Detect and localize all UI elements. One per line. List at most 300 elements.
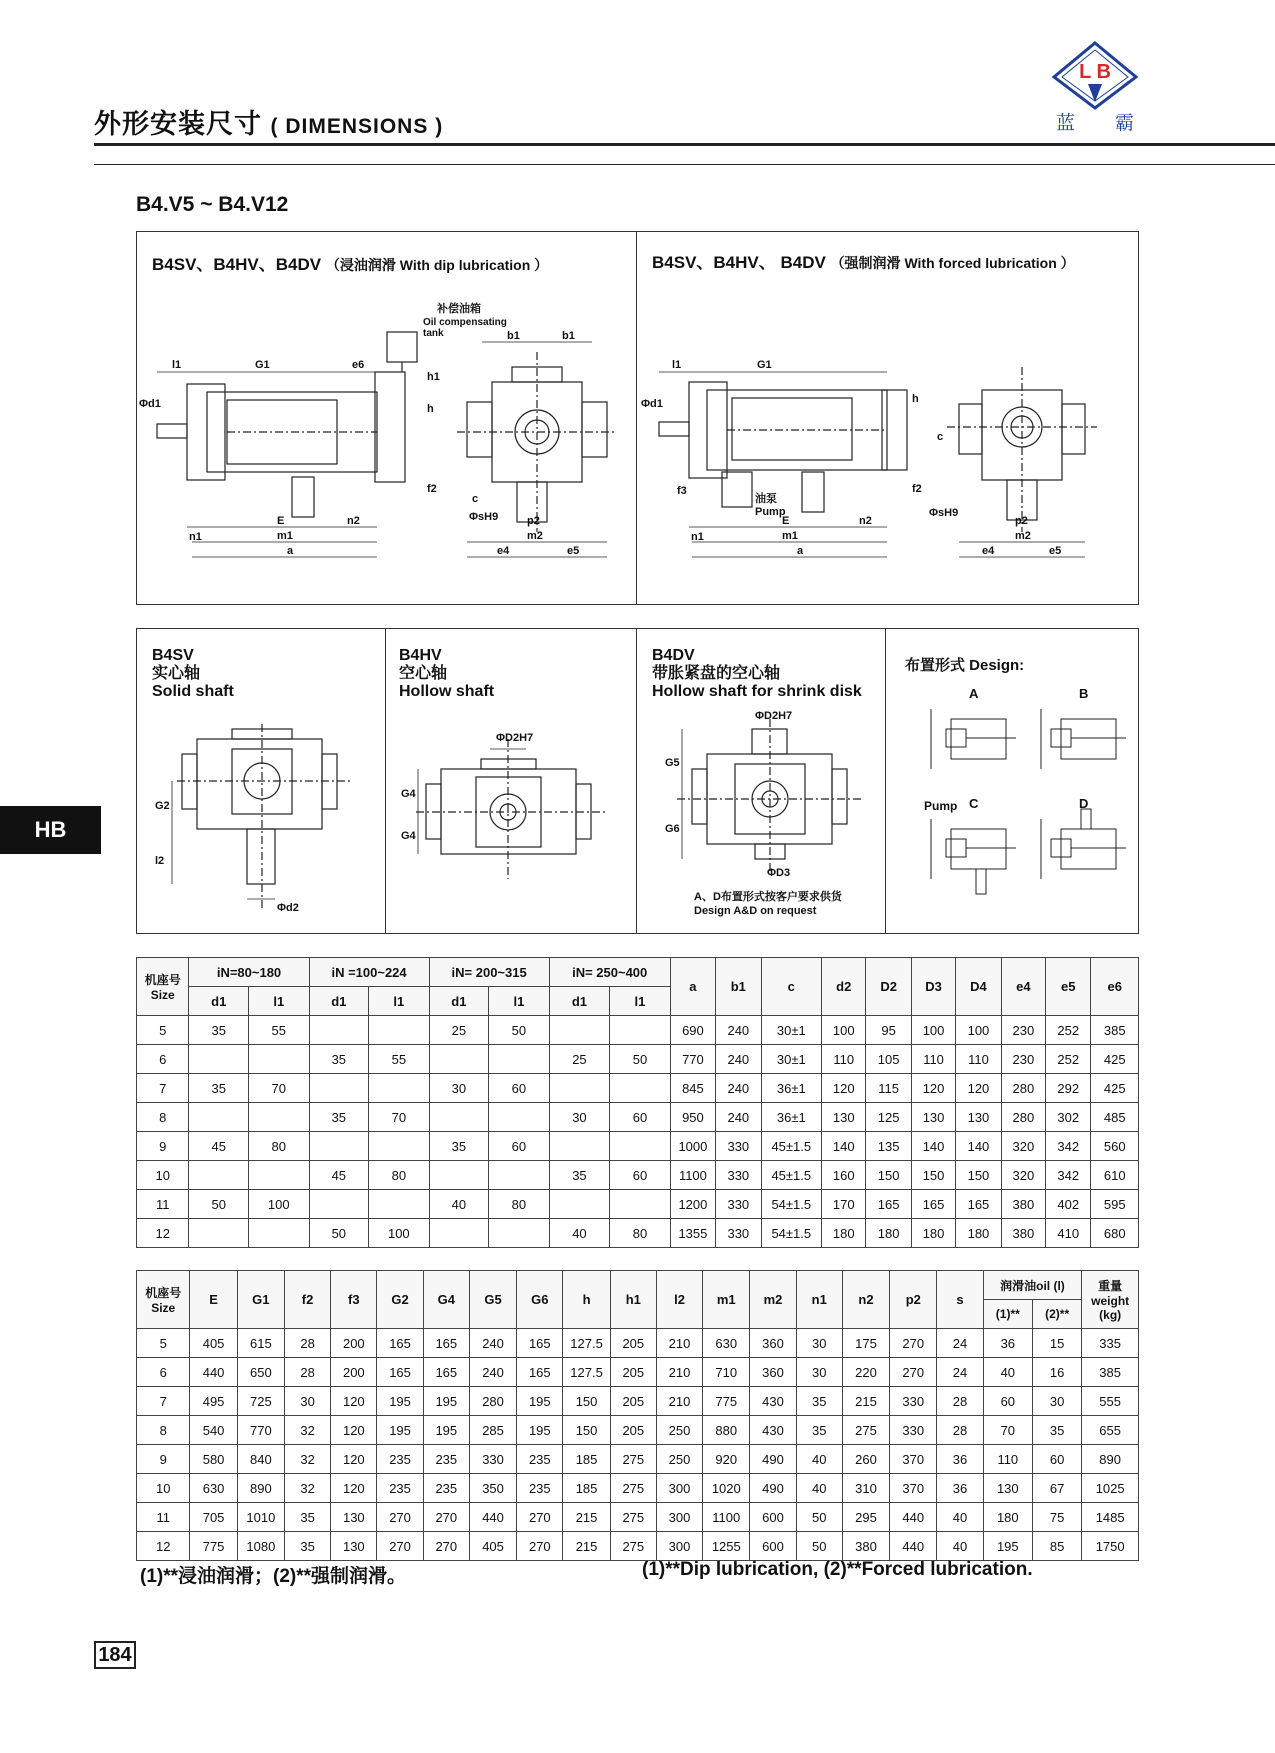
table-cell: 600 bbox=[750, 1503, 796, 1532]
table-cell bbox=[309, 1190, 369, 1219]
table-cell: 1200 bbox=[670, 1190, 715, 1219]
table-cell: 150 bbox=[563, 1416, 610, 1445]
table-cell: 370 bbox=[890, 1445, 937, 1474]
table-cell: 60 bbox=[1032, 1445, 1081, 1474]
table-cell: 615 bbox=[237, 1329, 284, 1358]
table-cell: 440 bbox=[890, 1503, 937, 1532]
table-cell: 30 bbox=[284, 1387, 330, 1416]
size-cell: 7 bbox=[137, 1387, 190, 1416]
table-cell: 50 bbox=[489, 1016, 550, 1045]
table-cell: 30±1 bbox=[761, 1045, 822, 1074]
table-cell: 180 bbox=[822, 1219, 866, 1248]
table-cell: 30±1 bbox=[761, 1016, 822, 1045]
table-cell: 36 bbox=[937, 1445, 983, 1474]
table-cell: 330 bbox=[716, 1161, 761, 1190]
table-cell: 270 bbox=[423, 1532, 469, 1561]
table-cell: 35 bbox=[189, 1016, 249, 1045]
shrink-disk-drawing bbox=[637, 704, 885, 884]
label-l2: l2 bbox=[155, 855, 165, 867]
table-cell: 100 bbox=[369, 1219, 430, 1248]
column-header: e4 bbox=[1001, 958, 1045, 1016]
table-cell: 235 bbox=[423, 1474, 469, 1503]
size-cell: 10 bbox=[137, 1474, 190, 1503]
table-cell: 220 bbox=[842, 1358, 889, 1387]
label-h: h bbox=[427, 403, 434, 415]
design-title: 布置形式 Design: bbox=[905, 657, 1025, 674]
table-cell: 285 bbox=[469, 1416, 516, 1445]
table-cell: 215 bbox=[842, 1387, 889, 1416]
table-cell bbox=[309, 1016, 369, 1045]
dimension-table-1 bbox=[136, 957, 1139, 1248]
table-cell: 240 bbox=[716, 1103, 761, 1132]
table-cell: 240 bbox=[716, 1045, 761, 1074]
table-cell: 215 bbox=[563, 1532, 610, 1561]
weight-header: 重量 weight (kg) bbox=[1082, 1271, 1139, 1329]
table-cell: 195 bbox=[517, 1387, 563, 1416]
table-cell: 30 bbox=[1032, 1387, 1081, 1416]
column-header: h1 bbox=[610, 1271, 656, 1329]
table-row bbox=[137, 1503, 1139, 1532]
table-cell: 495 bbox=[190, 1387, 237, 1416]
table-row bbox=[137, 1532, 1139, 1561]
table-cell: 115 bbox=[866, 1074, 911, 1103]
callout-oil-tank-en1: Oil compensating bbox=[423, 317, 507, 328]
design-label-d: D bbox=[1079, 796, 1089, 811]
table-cell: 40 bbox=[983, 1358, 1032, 1387]
table-cell: 195 bbox=[983, 1532, 1032, 1561]
table-cell: 70 bbox=[369, 1103, 430, 1132]
table-cell: 40 bbox=[796, 1474, 842, 1503]
table-cell: 30 bbox=[796, 1358, 842, 1387]
table-cell: 28 bbox=[284, 1358, 330, 1387]
table-cell bbox=[489, 1045, 550, 1074]
column-header: n2 bbox=[842, 1271, 889, 1329]
table-cell bbox=[549, 1132, 610, 1161]
table-cell: 120 bbox=[822, 1074, 866, 1103]
label-m1: m1 bbox=[277, 530, 293, 542]
table-cell: 130 bbox=[822, 1103, 866, 1132]
table-cell bbox=[189, 1103, 249, 1132]
table-cell: 950 bbox=[670, 1103, 715, 1132]
label-n1-r: n1 bbox=[691, 531, 704, 543]
table-cell: 840 bbox=[237, 1445, 284, 1474]
table-cell: 270 bbox=[890, 1329, 937, 1358]
hollow-shaft-drawing bbox=[386, 709, 636, 934]
table-cell: 280 bbox=[1001, 1103, 1045, 1132]
table-cell: 195 bbox=[423, 1416, 469, 1445]
size-cell: 6 bbox=[137, 1045, 189, 1074]
table-cell: 60 bbox=[610, 1103, 671, 1132]
table-cell bbox=[429, 1219, 489, 1248]
table-cell: 252 bbox=[1046, 1016, 1091, 1045]
column-header: G2 bbox=[377, 1271, 423, 1329]
table-cell: 40 bbox=[796, 1445, 842, 1474]
label-e5-r: e5 bbox=[1049, 545, 1062, 557]
table-cell: 150 bbox=[563, 1387, 610, 1416]
table-cell: 775 bbox=[190, 1532, 237, 1561]
table-cell: 45 bbox=[309, 1161, 369, 1190]
sub-header: d1 bbox=[189, 987, 249, 1016]
table-cell: 127.5 bbox=[563, 1329, 610, 1358]
footnote-cn: (1)**浸油润滑；(2)**强制润滑。 bbox=[140, 1566, 407, 1587]
column-header: l2 bbox=[656, 1271, 702, 1329]
forced-lubrication-subtitle: （强制润滑 With forced lubrication ） bbox=[830, 255, 1075, 271]
table-cell: 140 bbox=[822, 1132, 866, 1161]
label-g4-top: G4 bbox=[401, 788, 416, 800]
section-tab-hb[interactable]: HB bbox=[0, 806, 101, 854]
table-row bbox=[137, 1103, 1139, 1132]
table-cell: 50 bbox=[796, 1532, 842, 1561]
table-cell: 275 bbox=[610, 1503, 656, 1532]
label-e6: e6 bbox=[352, 359, 365, 371]
table-cell: 120 bbox=[956, 1074, 1001, 1103]
table-cell: 55 bbox=[369, 1045, 430, 1074]
logo-brand-text bbox=[1052, 108, 1138, 135]
column-header: e5 bbox=[1046, 958, 1091, 1016]
size-cell: 5 bbox=[137, 1016, 189, 1045]
pump-label-en: Pump bbox=[755, 506, 786, 518]
table-cell: 24 bbox=[937, 1358, 983, 1387]
label-c-r: c bbox=[937, 431, 944, 443]
table-cell: 430 bbox=[750, 1416, 796, 1445]
table-cell: 1010 bbox=[237, 1503, 284, 1532]
table-cell: 1750 bbox=[1082, 1532, 1139, 1561]
table-row bbox=[137, 1016, 1139, 1045]
table-cell bbox=[429, 1161, 489, 1190]
table-row bbox=[137, 1329, 1139, 1358]
table-cell: 270 bbox=[377, 1532, 423, 1561]
table-cell: 200 bbox=[331, 1358, 377, 1387]
label-p2: p2 bbox=[527, 515, 540, 527]
table-cell bbox=[489, 1103, 550, 1132]
sub-header: l1 bbox=[489, 987, 550, 1016]
table-cell: 195 bbox=[423, 1387, 469, 1416]
table-cell bbox=[610, 1016, 671, 1045]
table-cell: 270 bbox=[423, 1503, 469, 1532]
label-d2h7-shrink: ΦD2H7 bbox=[755, 710, 793, 722]
label-e5: e5 bbox=[567, 545, 580, 557]
table-cell: 380 bbox=[1001, 1219, 1045, 1248]
table-cell: 380 bbox=[1001, 1190, 1045, 1219]
table-cell: 235 bbox=[423, 1445, 469, 1474]
table-cell: 35 bbox=[429, 1132, 489, 1161]
sub-header: l1 bbox=[249, 987, 310, 1016]
column-header: d2 bbox=[822, 958, 866, 1016]
table-cell: 100 bbox=[956, 1016, 1001, 1045]
table-cell: 60 bbox=[489, 1074, 550, 1103]
table-cell: 195 bbox=[517, 1416, 563, 1445]
table-cell: 485 bbox=[1091, 1103, 1139, 1132]
table-cell: 270 bbox=[517, 1503, 563, 1532]
table-cell: 35 bbox=[1032, 1416, 1081, 1445]
table-cell: 235 bbox=[377, 1474, 423, 1503]
table-cell bbox=[429, 1103, 489, 1132]
size-cell: 8 bbox=[137, 1103, 189, 1132]
table-cell: 195 bbox=[377, 1416, 423, 1445]
table-cell bbox=[610, 1074, 671, 1103]
ratio-group-header: iN =100~224 bbox=[309, 958, 429, 987]
table-cell: 240 bbox=[716, 1074, 761, 1103]
table-cell bbox=[249, 1103, 310, 1132]
table-cell: 165 bbox=[517, 1329, 563, 1358]
table-cell: 60 bbox=[610, 1161, 671, 1190]
table-cell: 180 bbox=[866, 1219, 911, 1248]
table-cell: 135 bbox=[866, 1132, 911, 1161]
table-cell: 1100 bbox=[703, 1503, 750, 1532]
table-cell: 165 bbox=[517, 1358, 563, 1387]
table-cell: 250 bbox=[656, 1416, 702, 1445]
table-row bbox=[137, 1074, 1139, 1103]
table-cell: 845 bbox=[670, 1074, 715, 1103]
table-cell: 180 bbox=[983, 1503, 1032, 1532]
table-cell: 25 bbox=[429, 1016, 489, 1045]
table-cell: 54±1.5 bbox=[761, 1219, 822, 1248]
table-cell: 240 bbox=[716, 1016, 761, 1045]
pump-label-cn: 油泵 bbox=[755, 493, 777, 505]
size-cell: 12 bbox=[137, 1532, 190, 1561]
column-header: D2 bbox=[866, 958, 911, 1016]
table-cell: 105 bbox=[866, 1045, 911, 1074]
column-header: e6 bbox=[1091, 958, 1139, 1016]
label-sh9-r: ΦsH9 bbox=[929, 507, 959, 519]
table-cell: 200 bbox=[331, 1329, 377, 1358]
forced-lubrication-title: B4SV、B4HV、 B4DV （强制润滑 With forced lubrication ） bbox=[652, 253, 1075, 272]
table-cell: 110 bbox=[911, 1045, 955, 1074]
column-header: a bbox=[670, 958, 715, 1016]
table-2-body bbox=[137, 1329, 1139, 1561]
label-n1: n1 bbox=[189, 531, 202, 543]
column-header: G5 bbox=[469, 1271, 516, 1329]
table-cell: 120 bbox=[331, 1387, 377, 1416]
table-cell: 360 bbox=[750, 1329, 796, 1358]
table-row bbox=[137, 1161, 1139, 1190]
footnote-en: (1)**Dip lubrication, (2)**Forced lubrication. bbox=[642, 1559, 1033, 1580]
table-cell: 40 bbox=[937, 1503, 983, 1532]
label-g4-bottom: G4 bbox=[401, 830, 416, 842]
table-cell: 67 bbox=[1032, 1474, 1081, 1503]
table-cell: 15 bbox=[1032, 1329, 1081, 1358]
table-cell: 280 bbox=[1001, 1074, 1045, 1103]
label-d2: Φd2 bbox=[277, 902, 299, 914]
table-row bbox=[137, 1045, 1139, 1074]
table-cell: 150 bbox=[866, 1161, 911, 1190]
table-cell: 440 bbox=[890, 1532, 937, 1561]
table-cell: 330 bbox=[716, 1190, 761, 1219]
table-cell: 725 bbox=[237, 1387, 284, 1416]
table-cell: 235 bbox=[377, 1445, 423, 1474]
table-cell: 180 bbox=[956, 1219, 1001, 1248]
table-cell: 55 bbox=[249, 1016, 310, 1045]
table-cell: 275 bbox=[842, 1416, 889, 1445]
sub-header: d1 bbox=[549, 987, 610, 1016]
table-cell: 70 bbox=[983, 1416, 1032, 1445]
table-cell: 45±1.5 bbox=[761, 1132, 822, 1161]
table-cell: 35 bbox=[796, 1416, 842, 1445]
sub-header: d1 bbox=[429, 987, 489, 1016]
table-cell: 32 bbox=[284, 1445, 330, 1474]
table-cell bbox=[369, 1016, 430, 1045]
size-cell: 11 bbox=[137, 1190, 189, 1219]
table-cell: 890 bbox=[237, 1474, 284, 1503]
table-cell: 1020 bbox=[703, 1474, 750, 1503]
table-cell bbox=[489, 1219, 550, 1248]
table-cell: 50 bbox=[189, 1190, 249, 1219]
forced-lubrication-drawing bbox=[637, 272, 1137, 602]
label-f3-r: f3 bbox=[677, 485, 687, 497]
table-cell: 360 bbox=[750, 1358, 796, 1387]
size-cell: 11 bbox=[137, 1503, 190, 1532]
table-cell: 185 bbox=[563, 1474, 610, 1503]
shaft-variants-panel bbox=[136, 628, 1139, 934]
design-pump-label: Pump bbox=[924, 799, 958, 813]
column-header: G4 bbox=[423, 1271, 469, 1329]
logo-letters: L B bbox=[1079, 61, 1111, 83]
table-cell: 280 bbox=[469, 1387, 516, 1416]
header-rule-thin bbox=[94, 164, 1275, 165]
table-cell: 130 bbox=[983, 1474, 1032, 1503]
table-cell bbox=[610, 1190, 671, 1219]
table-cell: 540 bbox=[190, 1416, 237, 1445]
table-cell: 45 bbox=[189, 1132, 249, 1161]
header-rule bbox=[94, 143, 1275, 146]
column-header: D4 bbox=[956, 958, 1001, 1016]
table-cell: 30 bbox=[549, 1103, 610, 1132]
table-cell bbox=[189, 1219, 249, 1248]
brand-logo bbox=[1050, 40, 1140, 140]
table-cell: 370 bbox=[890, 1474, 937, 1503]
size-cell: 5 bbox=[137, 1329, 190, 1358]
table-cell: 170 bbox=[822, 1190, 866, 1219]
table-cell: 165 bbox=[423, 1329, 469, 1358]
table-cell: 205 bbox=[610, 1387, 656, 1416]
design-request-note: A、D布置形式按客户要求供货 Design A&D on request bbox=[694, 891, 842, 917]
table-cell: 250 bbox=[656, 1445, 702, 1474]
table-cell: 215 bbox=[563, 1503, 610, 1532]
brand-char-1: 蓝 bbox=[1056, 113, 1076, 134]
table-cell: 330 bbox=[890, 1387, 937, 1416]
label-g1: G1 bbox=[255, 359, 270, 371]
table-cell: 630 bbox=[190, 1474, 237, 1503]
label-d3: ΦD3 bbox=[767, 867, 791, 879]
table-cell: 110 bbox=[983, 1445, 1032, 1474]
table-cell: 440 bbox=[190, 1358, 237, 1387]
table-cell: 35 bbox=[284, 1532, 330, 1561]
table-cell: 270 bbox=[890, 1358, 937, 1387]
table-cell: 125 bbox=[866, 1103, 911, 1132]
table-cell: 54±1.5 bbox=[761, 1190, 822, 1219]
dip-lubrication-subtitle: （浸油润滑 With dip lubrication ） bbox=[325, 257, 549, 273]
table-cell: 100 bbox=[911, 1016, 955, 1045]
table-cell: 1100 bbox=[670, 1161, 715, 1190]
table-cell: 28 bbox=[937, 1387, 983, 1416]
ratio-group-header: iN= 200~315 bbox=[429, 958, 549, 987]
column-header: c bbox=[761, 958, 822, 1016]
table-cell: 165 bbox=[377, 1358, 423, 1387]
page-title bbox=[94, 102, 443, 141]
table-row bbox=[137, 1445, 1139, 1474]
table-cell: 292 bbox=[1046, 1074, 1091, 1103]
table-cell: 36±1 bbox=[761, 1103, 822, 1132]
table-cell: 205 bbox=[610, 1329, 656, 1358]
table-cell: 165 bbox=[377, 1329, 423, 1358]
sub-header: l1 bbox=[610, 987, 671, 1016]
table-cell: 385 bbox=[1082, 1358, 1139, 1387]
table-cell: 300 bbox=[656, 1503, 702, 1532]
table-cell: 36±1 bbox=[761, 1074, 822, 1103]
page-number: 184 bbox=[94, 1641, 136, 1669]
column-header: m1 bbox=[703, 1271, 750, 1329]
table-cell: 32 bbox=[284, 1416, 330, 1445]
table-cell: 24 bbox=[937, 1329, 983, 1358]
table-cell: 410 bbox=[1046, 1219, 1091, 1248]
table-cell: 655 bbox=[1082, 1416, 1139, 1445]
table-cell: 35 bbox=[309, 1103, 369, 1132]
table-cell bbox=[429, 1045, 489, 1074]
table-cell: 1025 bbox=[1082, 1474, 1139, 1503]
table-cell: 710 bbox=[703, 1358, 750, 1387]
table-cell: 320 bbox=[1001, 1132, 1045, 1161]
table-cell: 140 bbox=[911, 1132, 955, 1161]
size-cell: 8 bbox=[137, 1416, 190, 1445]
table-cell: 342 bbox=[1046, 1161, 1091, 1190]
design-label-c: C bbox=[969, 796, 979, 811]
table-cell: 230 bbox=[1001, 1045, 1045, 1074]
table-cell: 1485 bbox=[1082, 1503, 1139, 1532]
table-cell: 35 bbox=[796, 1387, 842, 1416]
table-cell: 1355 bbox=[670, 1219, 715, 1248]
table-cell: 310 bbox=[842, 1474, 889, 1503]
design-arrangements-drawing bbox=[886, 699, 1140, 929]
table-cell: 880 bbox=[703, 1416, 750, 1445]
table-cell: 120 bbox=[331, 1474, 377, 1503]
table-cell: 770 bbox=[237, 1416, 284, 1445]
table-cell: 705 bbox=[190, 1503, 237, 1532]
table-cell: 920 bbox=[703, 1445, 750, 1474]
size-header: 机座号 Size bbox=[137, 958, 189, 1016]
table-cell: 600 bbox=[750, 1532, 796, 1561]
ratio-group-header: iN=80~180 bbox=[189, 958, 309, 987]
oil-header: 润滑油oil (l) bbox=[983, 1271, 1082, 1300]
label-m1-r: m1 bbox=[782, 530, 798, 542]
table-cell: 275 bbox=[610, 1532, 656, 1561]
table-cell: 240 bbox=[469, 1358, 516, 1387]
design-label-b: B bbox=[1079, 686, 1089, 701]
table-cell: 25 bbox=[549, 1045, 610, 1074]
column-header: b1 bbox=[716, 958, 761, 1016]
table-cell: 80 bbox=[489, 1190, 550, 1219]
table-cell bbox=[549, 1016, 610, 1045]
dip-lubrication-drawing bbox=[137, 272, 636, 602]
label-g6: G6 bbox=[665, 823, 680, 835]
table-cell: 36 bbox=[937, 1474, 983, 1503]
table-cell: 150 bbox=[911, 1161, 955, 1190]
table-cell: 70 bbox=[249, 1074, 310, 1103]
table-row bbox=[137, 1358, 1139, 1387]
sub-header: l1 bbox=[369, 987, 430, 1016]
table-row bbox=[137, 1132, 1139, 1161]
dip-lubrication-title: B4SV、B4HV、B4DV （浸油润滑 With dip lubrication ） bbox=[152, 255, 549, 274]
dimension-table-2 bbox=[136, 1270, 1139, 1561]
table-cell: 560 bbox=[1091, 1132, 1139, 1161]
table-cell: 160 bbox=[822, 1161, 866, 1190]
table-cell: 300 bbox=[656, 1532, 702, 1561]
table-cell: 270 bbox=[517, 1532, 563, 1561]
table-cell bbox=[369, 1190, 430, 1219]
table-cell: 130 bbox=[911, 1103, 955, 1132]
table-cell: 130 bbox=[956, 1103, 1001, 1132]
label-h1: h1 bbox=[427, 371, 440, 383]
table-cell: 180 bbox=[911, 1219, 955, 1248]
